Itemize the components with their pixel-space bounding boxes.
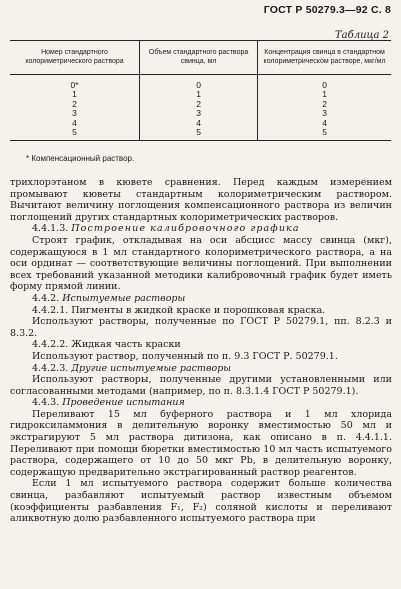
subsection-heading: 4.4.2.2. Жидкая часть краски bbox=[32, 339, 181, 351]
table-row bbox=[10, 128, 391, 141]
section-heading bbox=[10, 223, 392, 235]
table-cell: 4 bbox=[140, 119, 258, 128]
table-footnote: * Компенсационный раствор. bbox=[26, 154, 135, 163]
paragraph: Если 1 мл испытуемого раствора содержит больше количества свинца, разбавляют испытуемый раствор известным объемом (коэффициенты разбавления F₁, F₂) соляной кислоты и переливают аликвотную долю разбавленного испытуемого раствора при bbox=[10, 478, 392, 525]
section-heading bbox=[10, 293, 392, 305]
table-cell: 0 bbox=[258, 75, 391, 91]
section-heading bbox=[10, 363, 392, 375]
body-text bbox=[10, 177, 392, 525]
table-cell: 5 bbox=[10, 128, 140, 141]
paragraph: Используют раствор, полученный по п. 9.3 ГОСТ Р. 50279.1. bbox=[32, 350, 338, 362]
table-cell: 0 bbox=[140, 75, 258, 91]
table-cell: 5 bbox=[258, 128, 391, 141]
column-header-number: Номер стандартного колориметрического раствора bbox=[10, 41, 140, 75]
paragraph: Переливают 15 мл буферного раствора и 1 мл хлорида гидроксиламмония в делительную воронку вместимостью 50 мл и экстрагируют 5 мл раствора дитизона, как описано в п. 4.4.1.1. Переливают при помощи бюретки вместимостью 10 мл часть испытуемого раствора, содержащего от 10 до 50 мкг Pb, в делительную воронку, содержащую предварительно экстрагированный раствор реагентов. bbox=[10, 408, 392, 478]
section-title: Испытуемые растворы bbox=[62, 292, 186, 304]
table-cell: 2 bbox=[140, 100, 258, 109]
table-row bbox=[10, 75, 391, 91]
paragraph: трихлорэтаном в кювете сравнения. Перед каждым измерением промывают кюветы стандартным колориметрическим раствором. Вычитают величину поглощения компенсационного раствора из величин поглощений других стандартных колориметрических растворов. bbox=[10, 177, 392, 223]
table-cell: 1 bbox=[140, 90, 258, 99]
table-cell: 3 bbox=[258, 109, 391, 118]
paragraph: Используют растворы, полученные другими установленными или согласованными методами (например, по п. 8.3.1.4 ГОСТ Р 50279.1). bbox=[10, 374, 392, 397]
section-number: 4.4.2.3. bbox=[32, 362, 69, 374]
section-number: 4.4.3. bbox=[32, 397, 60, 409]
table-header-row bbox=[10, 41, 391, 75]
table-cell: 1 bbox=[72, 89, 77, 100]
paragraph: Используют растворы, полученные по ГОСТ Р 50279.1, пп. 8.2.3 и 8.3.2. bbox=[10, 316, 392, 339]
paragraph: Строят график, откладывая на оси абсцисс массу свинца (мкг), содержащуюся в 1 мл стандартного колориметрического раствора, а на оси ординат — соответствующие величины поглощений. При выполнении всех требований указанной методики калибровочный график будет иметь форму прямой линии. bbox=[10, 234, 392, 293]
section-number: 4.4.2. bbox=[32, 292, 60, 304]
section-number: 4.4.1.3. bbox=[32, 223, 69, 235]
section-title: Проведение испытания bbox=[62, 397, 185, 409]
table-2 bbox=[10, 40, 391, 141]
table-cell: 4 bbox=[258, 119, 391, 128]
table-cell: 3 bbox=[140, 109, 258, 118]
table-cell: 2 bbox=[72, 98, 77, 109]
table-cell: 2 bbox=[258, 100, 391, 109]
section-title: Другие испытуемые растворы bbox=[71, 362, 232, 374]
table-cell: 1 bbox=[258, 90, 391, 99]
table-cell: 3 bbox=[72, 108, 77, 119]
table-caption: Таблица 2 bbox=[334, 30, 389, 41]
table-cell: 0* bbox=[70, 80, 79, 90]
column-header-concentration: Концентрация свинца в стандартном колориметрическом растворе, мкг/мл bbox=[258, 41, 391, 75]
running-head: ГОСТ Р 50279.3—92 С. 8 bbox=[263, 4, 391, 16]
section-title: Построение калибровочного графика bbox=[71, 223, 300, 235]
subsection-heading: 4.4.2.1. Пигменты в жидкой краске и порошковая краска. bbox=[32, 304, 326, 316]
table-cell: 5 bbox=[140, 128, 258, 141]
column-header-volume: Объем стандартного раствора свинца, мл bbox=[140, 41, 258, 75]
table-cell: 4 bbox=[72, 117, 77, 128]
section-heading bbox=[10, 397, 392, 409]
